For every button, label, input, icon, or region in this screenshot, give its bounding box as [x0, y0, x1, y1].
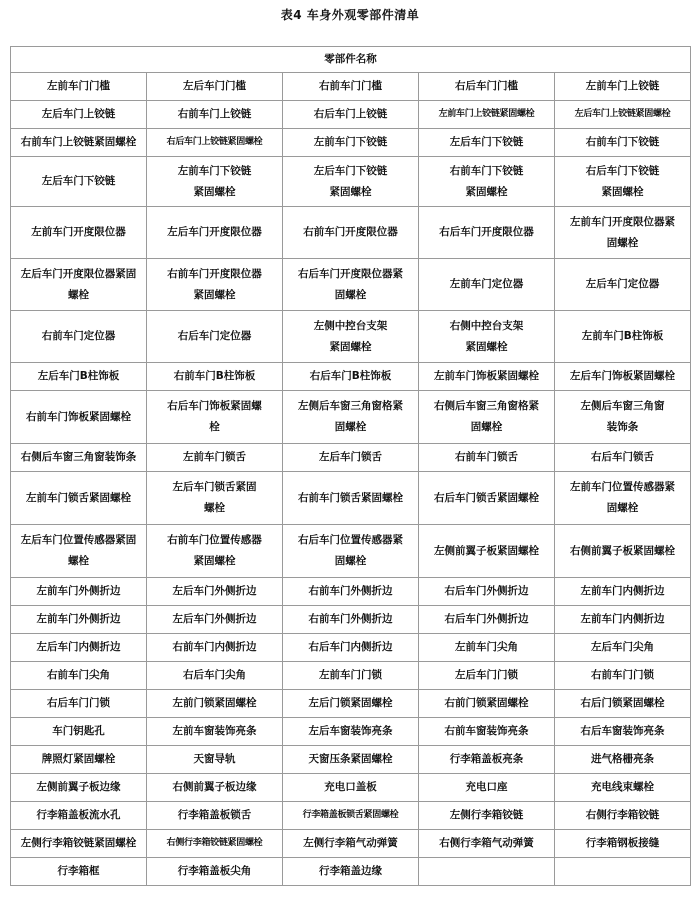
table-row	[11, 101, 691, 129]
table-row	[11, 444, 691, 472]
part-name-cell: 右前车门开度限位器	[283, 207, 419, 259]
table-row	[11, 311, 691, 363]
table-row	[11, 858, 691, 886]
part-name-cell: 右前车门上铰链	[147, 101, 283, 129]
table-row	[11, 634, 691, 662]
table-body	[11, 73, 691, 886]
part-name-cell: 牌照灯紧固螺栓	[11, 746, 147, 774]
part-name-cell: 右后门锁紧固螺栓	[555, 690, 691, 718]
part-name-cell: 右前车门下铰链 紧固螺栓	[419, 157, 555, 207]
part-name-cell: 左后车门下铰链	[11, 157, 147, 207]
part-name-cell: 左前车门外侧折边	[11, 578, 147, 606]
part-name-cell	[555, 858, 691, 886]
part-name-cell: 天窗导轨	[147, 746, 283, 774]
part-name-cell: 右前车门锁舌紧固螺栓	[283, 472, 419, 525]
part-name-cell: 行李箱盖板尖角	[147, 858, 283, 886]
part-name-cell: 右后车门位置传感器紧 固螺栓	[283, 525, 419, 578]
part-name-cell: 左前车门开度限位器紧 固螺栓	[555, 207, 691, 259]
part-name-cell: 天窗压条紧固螺栓	[283, 746, 419, 774]
part-name-cell: 左前车门下铰链	[283, 129, 419, 157]
part-name-cell: 左前车门尖角	[419, 634, 555, 662]
part-name-cell: 右侧行李箱铰链紧固螺栓	[147, 830, 283, 858]
part-name-cell: 右后车门门锁	[11, 690, 147, 718]
part-name-cell: 右前车门上铰链紧固螺栓	[11, 129, 147, 157]
table-row	[11, 802, 691, 830]
table-row	[11, 363, 691, 391]
part-name-cell: 左侧行李箱气动弹簧	[283, 830, 419, 858]
part-name-cell: 右前车门尖角	[11, 662, 147, 690]
part-name-cell: 右侧前翼子板紧固螺栓	[555, 525, 691, 578]
part-name-cell: 右前车门锁舌	[419, 444, 555, 472]
part-name-cell: 左前车窗装饰亮条	[147, 718, 283, 746]
part-name-cell: 左侧前翼子板紧固螺栓	[419, 525, 555, 578]
part-name-cell: 充电线束螺栓	[555, 774, 691, 802]
part-name-cell: 左后车门饰板紧固螺栓	[555, 363, 691, 391]
part-name-cell: 左后车门内侧折边	[11, 634, 147, 662]
table-row	[11, 606, 691, 634]
part-name-cell: 左后车门上铰链紧固螺栓	[555, 101, 691, 129]
part-name-cell: 左后车门外侧折边	[147, 578, 283, 606]
part-name-cell: 左后车门开度限位器	[147, 207, 283, 259]
part-name-cell: 进气格栅亮条	[555, 746, 691, 774]
part-name-cell: 左侧前翼子板边缘	[11, 774, 147, 802]
table-row	[11, 662, 691, 690]
table-row	[11, 472, 691, 525]
part-name-cell: 右前车门位置传感器 紧固螺栓	[147, 525, 283, 578]
part-name-cell: 右后车门内侧折边	[283, 634, 419, 662]
part-name-cell: 左侧后车窗三角窗格紧 固螺栓	[283, 391, 419, 444]
table-row	[11, 259, 691, 311]
part-name-cell: 左后车门尖角	[555, 634, 691, 662]
part-name-cell: 左后车门B柱饰板	[11, 363, 147, 391]
part-name-cell: 左前车门开度限位器	[11, 207, 147, 259]
part-name-cell: 右侧前翼子板边缘	[147, 774, 283, 802]
part-name-cell: 右侧中控台支架 紧固螺栓	[419, 311, 555, 363]
part-name-cell: 左前车门上铰链	[555, 73, 691, 101]
part-name-cell: 左前车门饰板紧固螺栓	[419, 363, 555, 391]
part-name-cell: 右后车门定位器	[147, 311, 283, 363]
part-name-cell: 右后车门饰板紧固螺 栓	[147, 391, 283, 444]
table-row	[11, 774, 691, 802]
part-name-cell: 左前车门门槛	[11, 73, 147, 101]
part-name-cell: 左后车门门锁	[419, 662, 555, 690]
part-name-cell: 左侧行李箱铰链紧固螺栓	[11, 830, 147, 858]
part-name-cell: 左前车门锁舌	[147, 444, 283, 472]
part-name-cell: 右前车门门槛	[283, 73, 419, 101]
table-row	[11, 73, 691, 101]
part-name-cell: 右后车门B柱饰板	[283, 363, 419, 391]
part-name-cell: 行李箱框	[11, 858, 147, 886]
table-row	[11, 746, 691, 774]
part-name-cell: 左后车门门槛	[147, 73, 283, 101]
part-name-cell: 左前车门内侧折边	[555, 606, 691, 634]
part-name-cell: 右后车门上铰链	[283, 101, 419, 129]
part-name-cell: 右后车门下铰链 紧固螺栓	[555, 157, 691, 207]
part-name-cell: 行李箱钢板接缝	[555, 830, 691, 858]
part-name-cell: 左后车门开度限位器紧固 螺栓	[11, 259, 147, 311]
part-name-cell: 充电口盖板	[283, 774, 419, 802]
part-name-cell: 右前车门B柱饰板	[147, 363, 283, 391]
table-row	[11, 578, 691, 606]
part-name-cell: 右前门锁紧固螺栓	[419, 690, 555, 718]
part-name-cell: 左后车门锁舌	[283, 444, 419, 472]
table-row	[11, 718, 691, 746]
part-name-cell: 右侧行李箱铰链	[555, 802, 691, 830]
part-name-cell: 左后车门位置传感器紧固 螺栓	[11, 525, 147, 578]
part-name-cell: 右后车门上铰链紧固螺栓	[147, 129, 283, 157]
table-row	[11, 690, 691, 718]
part-name-cell: 左侧后车窗三角窗 装饰条	[555, 391, 691, 444]
part-name-cell: 右前车窗装饰亮条	[419, 718, 555, 746]
part-name-cell: 行李箱盖边缘	[283, 858, 419, 886]
part-name-cell: 右后车门外侧折边	[419, 606, 555, 634]
part-name-cell: 左前车门定位器	[419, 259, 555, 311]
part-name-cell: 行李箱盖板流水孔	[11, 802, 147, 830]
part-name-cell: 左前车门内侧折边	[555, 578, 691, 606]
part-name-cell: 行李箱盖板锁舌紧固螺栓	[283, 802, 419, 830]
part-name-cell	[419, 858, 555, 886]
part-name-cell: 左后车门下铰链	[419, 129, 555, 157]
table-caption: 表4 车身外观零部件清单	[280, 8, 420, 22]
part-name-cell: 左侧行李箱铰链	[419, 802, 555, 830]
part-name-cell: 右后车门开度限位器紧 固螺栓	[283, 259, 419, 311]
part-name-cell: 左后车门下铰链 紧固螺栓	[283, 157, 419, 207]
part-name-cell: 右后车门门槛	[419, 73, 555, 101]
part-name-cell: 左前车门锁舌紧固螺栓	[11, 472, 147, 525]
part-name-cell: 右前车门外侧折边	[283, 606, 419, 634]
column-header: 零部件名称	[11, 47, 691, 73]
part-name-cell: 左前车门下铰链 紧固螺栓	[147, 157, 283, 207]
part-name-cell: 右后车窗装饰亮条	[555, 718, 691, 746]
part-name-cell: 行李箱盖板亮条	[419, 746, 555, 774]
part-name-cell: 左侧中控台支架 紧固螺栓	[283, 311, 419, 363]
part-name-cell: 左后门锁紧固螺栓	[283, 690, 419, 718]
table-row	[11, 391, 691, 444]
table-row	[11, 830, 691, 858]
part-name-cell: 左前车门外侧折边	[11, 606, 147, 634]
part-name-cell: 右后车门开度限位器	[419, 207, 555, 259]
header-row	[11, 47, 691, 73]
part-name-cell: 左前车门位置传感器紧 固螺栓	[555, 472, 691, 525]
part-name-cell: 左后车门锁舌紧固 螺栓	[147, 472, 283, 525]
part-name-cell: 右后车门尖角	[147, 662, 283, 690]
table-row	[11, 525, 691, 578]
table-row	[11, 129, 691, 157]
part-name-cell: 右后车门锁舌	[555, 444, 691, 472]
parts-table	[10, 46, 691, 886]
table-row	[11, 207, 691, 259]
part-name-cell: 左后车门定位器	[555, 259, 691, 311]
part-name-cell: 右前车门门锁	[555, 662, 691, 690]
part-name-cell: 充电口座	[419, 774, 555, 802]
part-name-cell: 左后车门上铰链	[11, 101, 147, 129]
part-name-cell: 左后车窗装饰亮条	[283, 718, 419, 746]
part-name-cell: 右前车门内侧折边	[147, 634, 283, 662]
part-name-cell: 左后车门外侧折边	[147, 606, 283, 634]
part-name-cell: 右后车门锁舌紧固螺栓	[419, 472, 555, 525]
part-name-cell: 右侧后车窗三角窗格紧 固螺栓	[419, 391, 555, 444]
part-name-cell: 行李箱盖板锁舌	[147, 802, 283, 830]
part-name-cell: 左前车门B柱饰板	[555, 311, 691, 363]
part-name-cell: 右前车门定位器	[11, 311, 147, 363]
table-row	[11, 157, 691, 207]
part-name-cell: 右前车门下铰链	[555, 129, 691, 157]
part-name-cell: 右侧后车窗三角窗装饰条	[11, 444, 147, 472]
part-name-cell: 右前车门饰板紧固螺栓	[11, 391, 147, 444]
part-name-cell: 右前车门开度限位器 紧固螺栓	[147, 259, 283, 311]
part-name-cell: 左前车门门锁	[283, 662, 419, 690]
part-name-cell: 车门钥匙孔	[11, 718, 147, 746]
part-name-cell: 右后车门外侧折边	[419, 578, 555, 606]
part-name-cell: 左前门锁紧固螺栓	[147, 690, 283, 718]
part-name-cell: 右前车门外侧折边	[283, 578, 419, 606]
part-name-cell: 左前车门上铰链紧固螺栓	[419, 101, 555, 129]
part-name-cell: 右侧行李箱气动弹簧	[419, 830, 555, 858]
